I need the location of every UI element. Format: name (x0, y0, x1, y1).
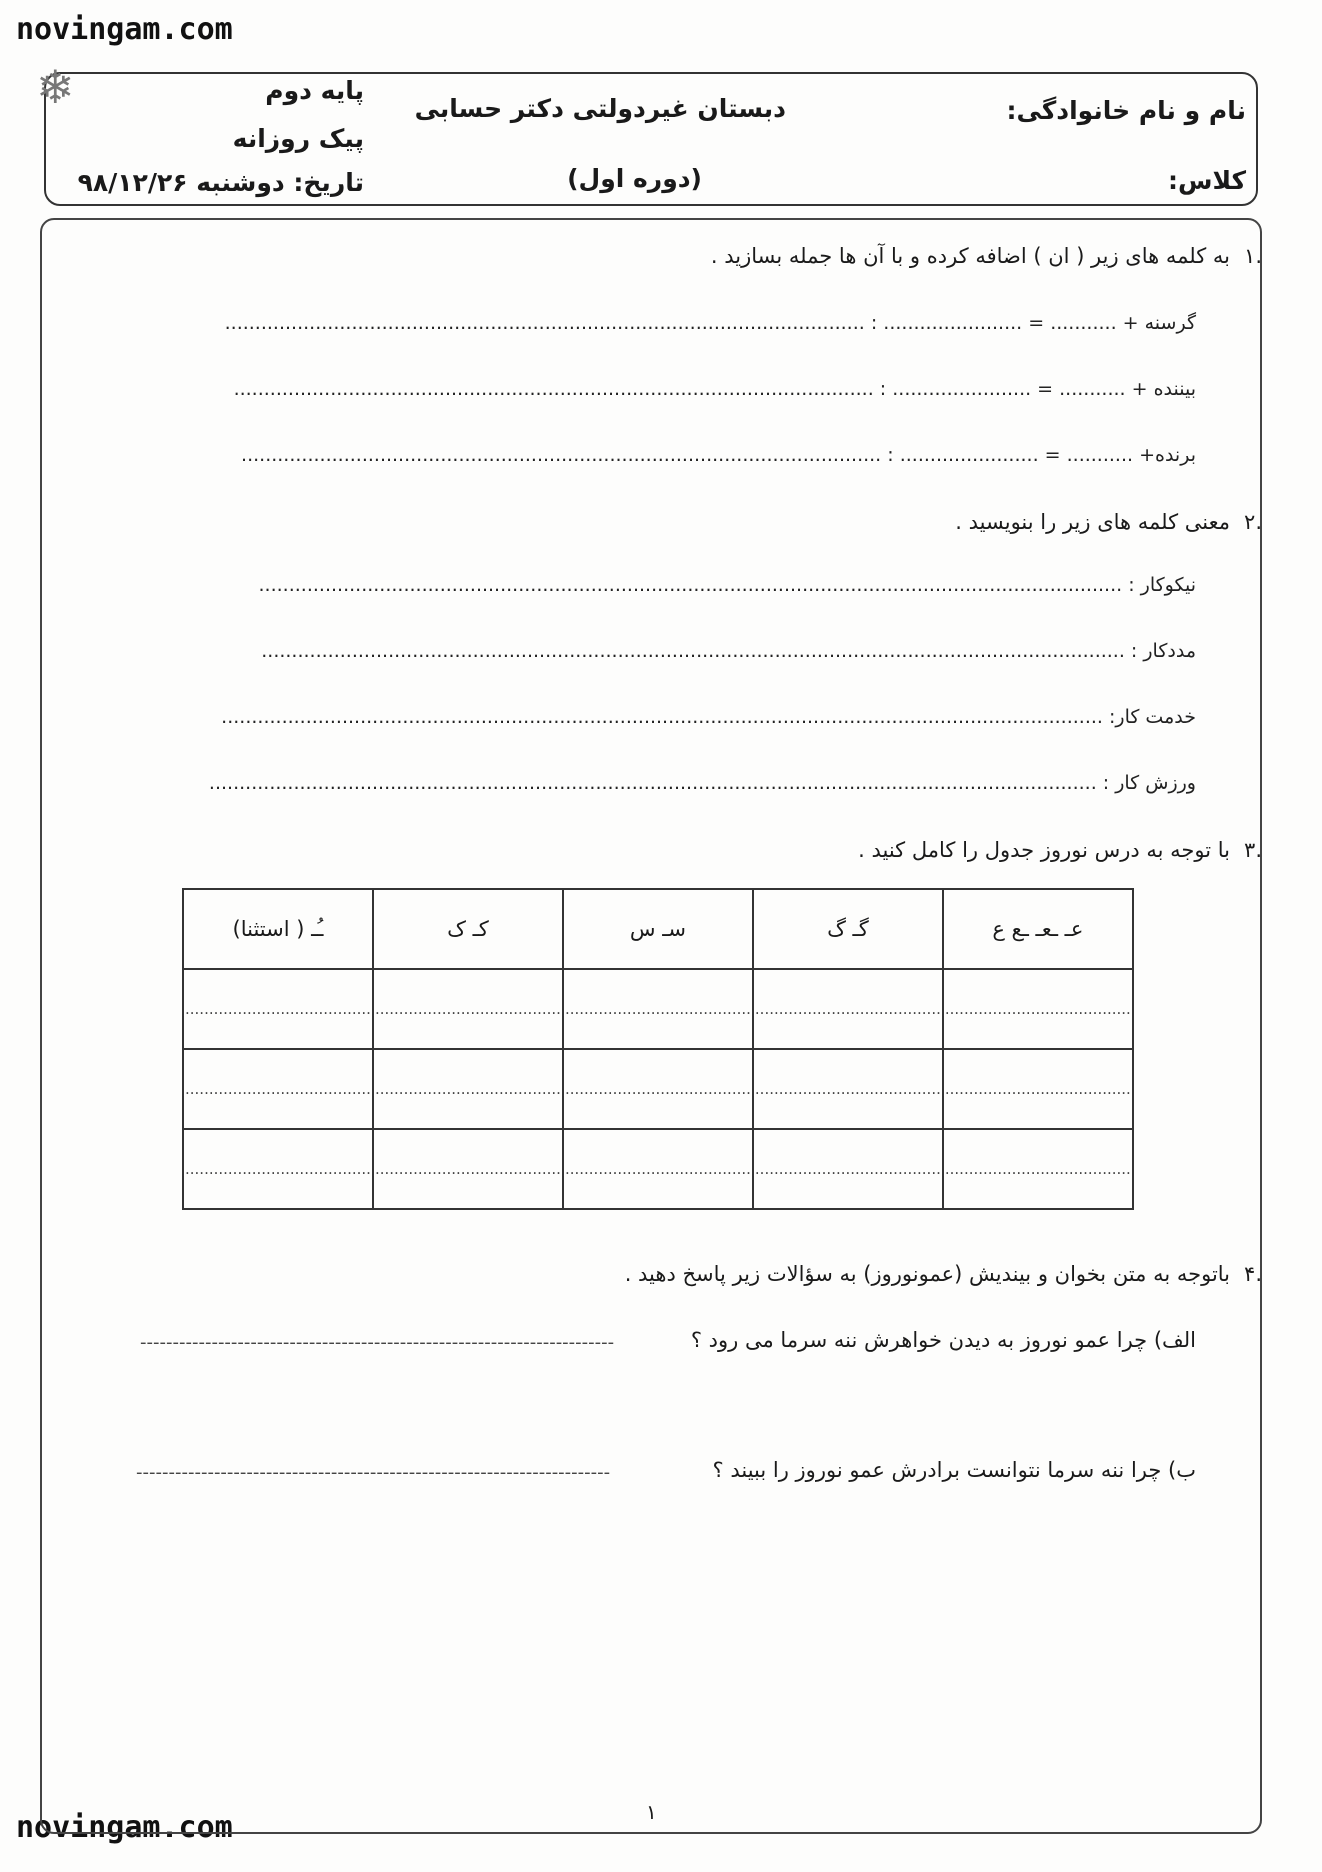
question-3-text: با توجه به درس نوروز جدول را کامل کنید . (858, 838, 1231, 862)
table-row (183, 1049, 1133, 1129)
table-header: کـ ک (373, 889, 563, 969)
letters-table (182, 888, 1134, 1210)
table-header: عـ ـعـ ـع ع (943, 889, 1133, 969)
answer-line-a[interactable]: ------------------------------------------------------------------------- (140, 1332, 615, 1353)
table-cell[interactable]: ....................................... (943, 1049, 1133, 1129)
table-cell[interactable]: ....................................... (183, 1049, 373, 1129)
question-4-b: ب) چرا ننه سرما نتوانست برادرش عمو نوروز را ببیند ؟ (712, 1458, 1196, 1482)
table-header: گـ گ (753, 889, 943, 969)
question-4 (625, 1262, 1262, 1286)
table-cell[interactable]: ....................................... (943, 1129, 1133, 1209)
question-3-number: .۳ (1244, 838, 1262, 862)
q2-line-1[interactable]: نیکوکار : ............................................................................................................................................... (258, 574, 1196, 596)
page-number: ۱ (646, 1800, 657, 1824)
q1-line-3[interactable]: برنده+ ........... = ....................... : .......................................................................................................... (241, 444, 1196, 466)
table-cell[interactable]: ....................................... (373, 1129, 563, 1209)
snowflake-logo-icon: ❄ (36, 60, 75, 114)
question-4-a: الف) چرا عمو نوروز به دیدن خواهرش ننه سرما می رود ؟ (690, 1328, 1196, 1352)
table-cell[interactable]: ....................................... (753, 1129, 943, 1209)
watermark-top: novingam.com (16, 12, 233, 47)
table-cell[interactable]: ....................................... (183, 1129, 373, 1209)
q2-line-4[interactable]: ورزش کار : ................................................................................................................................................... (208, 772, 1196, 794)
class-label: کلاس: (1167, 166, 1246, 195)
question-4-number: .۴ (1244, 1262, 1262, 1286)
table-cell[interactable]: ....................................... (943, 969, 1133, 1049)
q2-line-3[interactable]: خدمت کار: .................................................................................................................................................. (221, 706, 1196, 728)
table-cell[interactable]: ....................................... (183, 969, 373, 1049)
page-title: پیک روزانه (232, 124, 364, 153)
question-3 (858, 838, 1262, 862)
table-header-row (183, 889, 1133, 969)
q1-line-1[interactable]: گرسنه + ........... = ....................... : .......................................................................................................... (224, 312, 1196, 334)
grade-label: پایه دوم (265, 76, 364, 105)
table-cell[interactable]: ....................................... (563, 1129, 753, 1209)
table-cell[interactable]: ....................................... (563, 1049, 753, 1129)
table-header: ـُـ ( استثنا) (183, 889, 373, 969)
table-row (183, 969, 1133, 1049)
period-label: (دوره اول) (567, 164, 702, 193)
table-header: سـ س (563, 889, 753, 969)
table-cell[interactable]: ....................................... (373, 1049, 563, 1129)
school-name: دبستان غیردولتی دکتر حسابی (414, 94, 786, 123)
question-1-text: به کلمه های زیر ( ان ) اضافه کرده و با آن ها جمله بسازید . (710, 244, 1231, 268)
question-2 (955, 510, 1262, 534)
question-2-number: .۲ (1244, 510, 1262, 534)
table-cell[interactable]: ....................................... (753, 969, 943, 1049)
question-1 (711, 244, 1262, 268)
q1-line-2[interactable]: بیننده + ........... = ....................... : .......................................................................................................... (233, 378, 1196, 400)
date-label: تاریخ: دوشنبه ۹۸/۱۲/۲۶ (77, 168, 364, 197)
question-4-text: باتوجه به متن بخوان و بیندیش (عمونوروز) به سؤالات زیر پاسخ دهید . (624, 1262, 1231, 1286)
watermark-bottom: novingam.com (16, 1810, 233, 1845)
student-name-label: نام و نام خانوادگی: (1006, 96, 1246, 125)
answer-line-b[interactable]: ------------------------------------------------------------------------- (136, 1462, 611, 1483)
question-2-text: معنی کلمه های زیر را بنویسید . (955, 510, 1231, 534)
table-row (183, 1129, 1133, 1209)
table-cell[interactable]: ....................................... (373, 969, 563, 1049)
table-cell[interactable]: ....................................... (563, 969, 753, 1049)
q2-line-2[interactable]: مددکار : ............................................................................................................................................... (261, 640, 1196, 662)
question-1-number: .۱ (1244, 244, 1262, 268)
table-cell[interactable]: ....................................... (753, 1049, 943, 1129)
